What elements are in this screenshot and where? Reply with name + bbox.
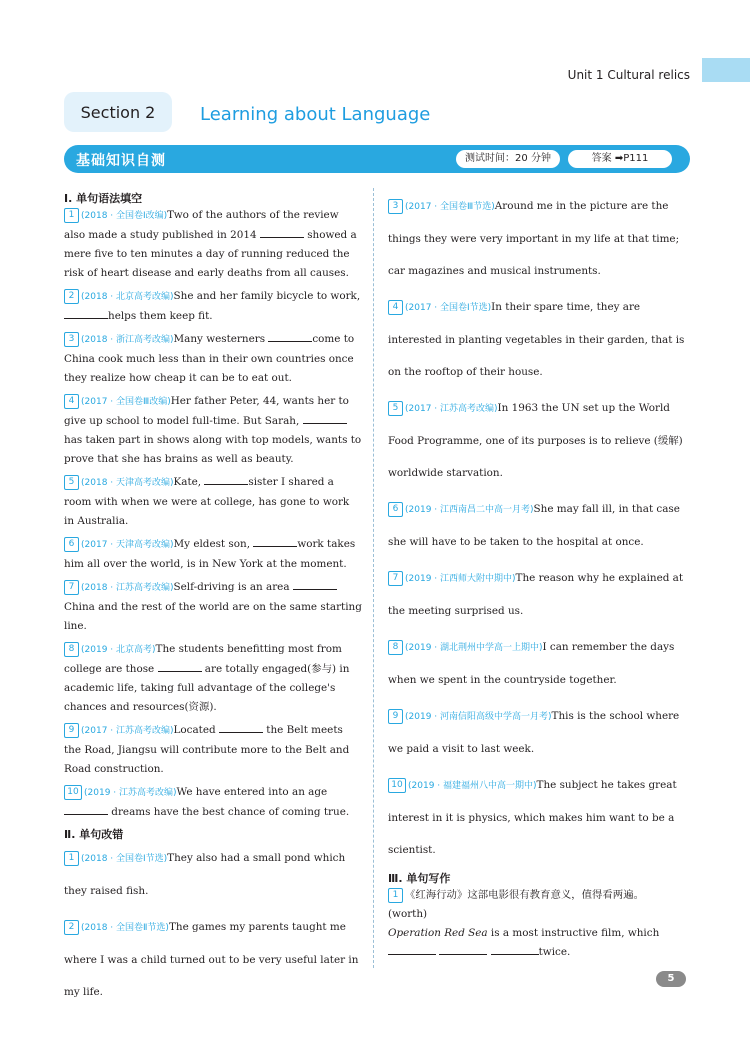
item-text: Two of the authors of the review also made a study published in 2014 bbox=[64, 209, 339, 241]
part2-list-right bbox=[388, 190, 688, 866]
answer-blank[interactable] bbox=[64, 804, 108, 815]
error-correction-item bbox=[388, 700, 688, 765]
item-number: 5 bbox=[64, 475, 79, 490]
item-number: 3 bbox=[64, 332, 79, 347]
answer-blank[interactable] bbox=[439, 944, 487, 955]
item-text: showed a mere five to ten minutes a day of running reduced the risk of heart disease and early deaths from all causes. bbox=[64, 229, 357, 279]
banner-title: 基础知识自测 bbox=[76, 153, 166, 169]
item-text: Self-driving is an area bbox=[173, 581, 293, 593]
item-number: 8 bbox=[388, 640, 403, 655]
item-number: 9 bbox=[388, 709, 403, 724]
item-text: Kate, bbox=[173, 476, 205, 488]
item-number: 6 bbox=[388, 502, 403, 517]
item-source: (2017 · 全国卷Ⅲ节选) bbox=[405, 202, 495, 212]
error-correction-item bbox=[64, 911, 362, 1008]
item-text: China and the rest of the world are on the same starting line. bbox=[64, 601, 362, 632]
error-correction-item bbox=[388, 392, 688, 489]
error-correction-item bbox=[388, 190, 688, 287]
answer-blank[interactable] bbox=[253, 536, 297, 547]
fill-blank-item bbox=[64, 392, 362, 469]
right-column bbox=[388, 190, 688, 966]
item-text[interactable]: In their spare time, they are interested in planting vegetables in their garden, that is on the rooftop of their house. bbox=[388, 301, 685, 378]
item-number: 7 bbox=[64, 580, 79, 595]
item-source: (2019 · 江西南昌二中高一月考) bbox=[405, 505, 534, 515]
item-source: (2018 · 全国卷Ⅰ节选) bbox=[81, 854, 168, 864]
item-text[interactable]: The reason why he explained at the meeting surprised us. bbox=[388, 572, 684, 617]
answer-badge: 答案 ➡P111 bbox=[568, 150, 672, 168]
item-text[interactable]: The games my parents taught me where I was a child turned out to be very useful later in my life. bbox=[64, 921, 359, 998]
item-number: 8 bbox=[64, 642, 79, 657]
fill-blank-item bbox=[64, 783, 362, 822]
item-source: (2017 · 天津高考改编) bbox=[81, 540, 174, 550]
item-source: (2018 · 江苏高考改编) bbox=[81, 583, 174, 593]
fill-blank-item bbox=[64, 330, 362, 388]
item-number: 4 bbox=[64, 394, 79, 409]
item-source: (2017 · 全国卷Ⅰ节选) bbox=[405, 303, 492, 313]
item-number: 10 bbox=[388, 778, 406, 793]
unit-tab bbox=[702, 58, 750, 82]
item-text: Her father Peter, 44, wants her to give up school to model full-time. But Sarah, bbox=[64, 395, 349, 427]
item-number: 1 bbox=[64, 851, 79, 866]
section-title: Learning about Language bbox=[200, 104, 431, 125]
item-number: 1 bbox=[64, 208, 79, 223]
part1-heading: Ⅰ. 单句语法填空 bbox=[64, 192, 143, 205]
unit-title: Unit 1 Cultural relics bbox=[567, 68, 690, 82]
item-number: 10 bbox=[64, 785, 82, 800]
item-number: 9 bbox=[64, 723, 79, 738]
left-column bbox=[64, 190, 362, 1012]
section-label: Section 2 bbox=[64, 92, 172, 132]
item-source: (2018 · 全国卷Ⅰ改编) bbox=[81, 211, 168, 221]
item-source: (2019 · 河南信阳高级中学高一月考) bbox=[405, 712, 552, 722]
item-source: (2018 · 北京高考改编) bbox=[81, 292, 174, 302]
item-number: 1 bbox=[388, 888, 403, 903]
error-correction-item bbox=[388, 769, 688, 866]
item-source: (2019 · 江西师大附中期中) bbox=[405, 574, 516, 584]
error-correction-item bbox=[388, 631, 688, 696]
part1-list bbox=[64, 206, 362, 822]
answer-blank[interactable] bbox=[293, 579, 337, 590]
item-source: (2018 · 浙江高考改编) bbox=[81, 335, 174, 345]
item-text[interactable]: She may fall ill, in that case she will have to be taken to the hospital at once. bbox=[388, 503, 680, 548]
item-number: 6 bbox=[64, 537, 79, 552]
item-source: (2017 · 江苏高考改编) bbox=[81, 726, 174, 736]
item-text[interactable]: They also had a small pond which they raised fish. bbox=[64, 852, 346, 897]
answer-blank[interactable] bbox=[219, 722, 263, 733]
item-source: (2019 · 湖北荆州中学高一上期中) bbox=[405, 643, 543, 653]
item-number: 4 bbox=[388, 300, 403, 315]
part3-chinese: 《红海行动》这部电影很有教育意义，值得看两遍。 bbox=[405, 889, 644, 901]
item-text: Located bbox=[173, 724, 219, 736]
answer-blank[interactable] bbox=[303, 413, 347, 424]
fill-blank-item bbox=[64, 206, 362, 283]
test-banner bbox=[64, 145, 690, 173]
test-time-badge: 测试时间：20 分钟 bbox=[456, 150, 560, 168]
item-text: the Belt meets the Road, Jiangsu will contribute more to the Belt and Road construction. bbox=[64, 724, 350, 775]
error-correction-item bbox=[388, 562, 688, 627]
fill-blank-item bbox=[64, 640, 362, 717]
item-text[interactable]: The subject he takes great interest in it is physics, which makes him want to be a scientist. bbox=[388, 779, 677, 856]
item-text: The students benefitting most from college are those bbox=[64, 643, 342, 675]
error-correction-item bbox=[64, 842, 362, 907]
fill-blank-item bbox=[64, 473, 362, 531]
item-source: (2017 · 全国卷Ⅲ改编) bbox=[81, 397, 171, 407]
part2-heading: Ⅱ. 单句改错 bbox=[64, 828, 124, 841]
item-source: (2019 · 北京高考) bbox=[81, 645, 156, 655]
item-number: 2 bbox=[64, 289, 79, 304]
column-divider bbox=[373, 188, 374, 968]
item-text[interactable]: This is the school where we paid a visit to last week. bbox=[388, 710, 680, 755]
item-text: She and her family bicycle to work, bbox=[173, 290, 361, 302]
item-source: (2018 · 全国卷Ⅱ节选) bbox=[81, 923, 169, 933]
item-text: dreams have the best chance of coming true. bbox=[108, 806, 350, 818]
part3-item bbox=[388, 886, 688, 962]
answer-blank[interactable] bbox=[158, 661, 202, 672]
item-source: (2017 · 江苏高考改编) bbox=[405, 404, 498, 414]
item-text: are totally engaged(参与) in academic life, taking full advantage of the college's chances and resources(资源). bbox=[64, 663, 350, 713]
error-correction-item bbox=[388, 291, 688, 388]
item-number: 7 bbox=[388, 571, 403, 586]
fill-blank-item bbox=[64, 535, 362, 574]
part3-english: is a most instructive film, which bbox=[487, 927, 660, 939]
item-text[interactable]: I can remember the days when we spent in the countryside together. bbox=[388, 641, 675, 686]
item-text: has taken part in shows along with top models, wants to prove that she has brains as well as beauty. bbox=[64, 434, 362, 465]
item-text: Many westerners bbox=[173, 333, 269, 345]
item-number: 3 bbox=[388, 199, 403, 214]
fill-blank-item bbox=[64, 287, 362, 326]
item-text[interactable]: Around me in the picture are the things they were very important in my life at that time; car magazines and musical instruments. bbox=[388, 200, 680, 277]
item-source: (2019 · 江苏高考改编) bbox=[84, 788, 177, 798]
page-number: 5 bbox=[656, 971, 686, 987]
part3-heading: Ⅲ. 单句写作 bbox=[388, 872, 451, 885]
item-source: (2019 · 福建福州八中高一期中) bbox=[408, 781, 537, 791]
item-source: (2018 · 天津高考改编) bbox=[81, 478, 174, 488]
item-text: We have entered into an age bbox=[176, 786, 328, 798]
part3-film-title: Operation Red Sea bbox=[388, 927, 488, 939]
item-number: 5 bbox=[388, 401, 403, 416]
part3-tail: twice. bbox=[538, 946, 571, 958]
item-text: come to China cook much less than in their own countries once they realize how cheap it can be to eat out. bbox=[64, 333, 355, 384]
answer-blank[interactable] bbox=[64, 308, 108, 319]
answer-blank[interactable] bbox=[388, 944, 436, 955]
error-correction-item bbox=[388, 493, 688, 558]
fill-blank-item bbox=[64, 721, 362, 779]
answer-blank[interactable] bbox=[491, 944, 539, 955]
item-text: work takes him all over the world, is in New York at the moment. bbox=[64, 538, 356, 570]
part3-hint: (worth) bbox=[388, 908, 428, 920]
fill-blank-item bbox=[64, 578, 362, 636]
answer-blank[interactable] bbox=[268, 331, 312, 342]
part2-list-left bbox=[64, 842, 362, 1008]
item-number: 2 bbox=[64, 920, 79, 935]
answer-blank[interactable] bbox=[260, 227, 304, 238]
item-text: helps them keep fit. bbox=[108, 310, 213, 322]
item-text: My eldest son, bbox=[173, 538, 254, 550]
answer-blank[interactable] bbox=[204, 474, 248, 485]
item-text[interactable]: In 1963 the UN set up the World Food Programme, one of its purposes is to relieve (缓解) worldwide starvation. bbox=[388, 402, 683, 479]
item-text: sister I shared a room with when we were at college, has gone to work in Australia. bbox=[64, 476, 350, 527]
